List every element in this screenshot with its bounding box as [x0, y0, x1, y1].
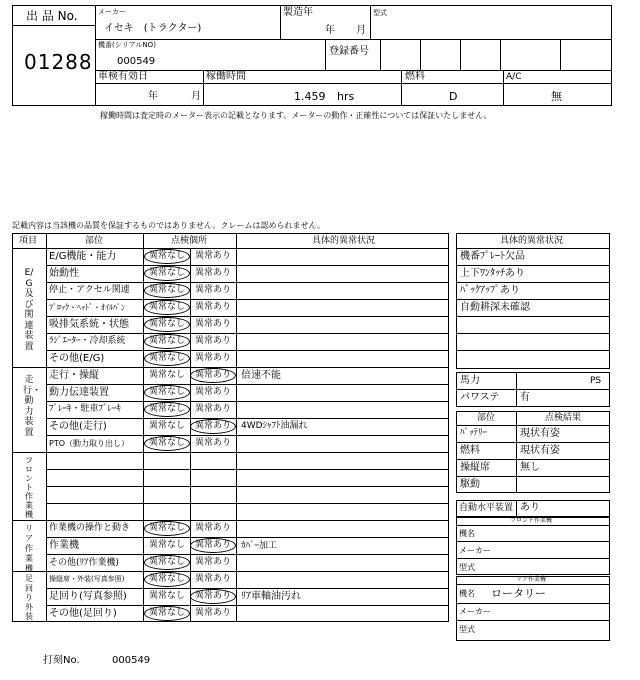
selected-mark [144, 249, 190, 264]
rear-kimei-value: ロータリー [491, 587, 546, 600]
row-part: 停止・アクセル関連 [49, 285, 130, 295]
right-detail-item: ﾊﾞｯｸｱｯﾌﾟあり [460, 285, 520, 296]
check-value: 無し [520, 462, 540, 473]
right-detail-header: 具体的異常状況 [500, 236, 564, 246]
status-some: 異常あり [195, 268, 232, 278]
row-part: その他(ﾘｱ作業機) [49, 558, 120, 568]
row-part: 操縦席・外装(写真参照) [49, 575, 125, 583]
row-part: 足回り(写真参照) [49, 591, 127, 602]
dakoku-value: 000549 [112, 655, 151, 666]
selected-mark [144, 334, 190, 349]
rear-kimei-label: 機名 [459, 589, 475, 598]
row-part: 動力伝達装置 [49, 387, 109, 398]
row-part: ﾌﾞﾛｯｸ・ﾍｯﾄﾞ・ｵｲﾙﾊﾟﾝ [49, 303, 125, 312]
status-none: 異常なし [149, 557, 186, 567]
row-detail: ｶﾊﾞｰ加工 [241, 541, 278, 551]
header-part: 部位 [85, 236, 104, 246]
rear-maker-label: メーカー [459, 607, 491, 616]
header-check: 点検個所 [171, 236, 208, 246]
ac-label: A/C [506, 72, 522, 82]
row-part: ﾗｼﾞｴｰﾀｰ・冷却系統 [49, 336, 126, 346]
group-rear: リア作業機 [25, 524, 33, 573]
status-none: 異常なし [149, 251, 186, 261]
group-eg: E/G及び関連装置 [24, 268, 34, 352]
group-foot: 足回り外装 [25, 574, 33, 621]
status-none: 異常なし [149, 387, 186, 397]
status-some: 異常あり [195, 404, 232, 414]
row-part: その他(E/G) [49, 353, 105, 364]
maker-label: メーカー [98, 8, 126, 16]
selected-mark [190, 589, 236, 604]
seizonen-label: 製造年 [283, 7, 313, 18]
status-some: 異常あり [195, 540, 232, 550]
selected-mark [190, 368, 236, 383]
jidosuihei-value: あり [520, 502, 540, 513]
row-part: PTO（動力取り出し） [49, 439, 130, 448]
row-part: E/G機能・能力 [49, 251, 117, 262]
status-some: 異常あり [195, 302, 232, 312]
pawasute-label: パワステ [460, 392, 500, 403]
selected-mark [190, 419, 236, 434]
status-none: 異常なし [149, 438, 186, 448]
status-some: 異常あり [195, 574, 232, 584]
selected-mark [144, 317, 190, 332]
fuel-value: D [449, 90, 458, 103]
status-some: 異常あり [195, 438, 232, 448]
selected-mark [144, 385, 190, 400]
front-machine-title: フロント作業機 [510, 517, 553, 524]
row-part: 吸排気系統・状態 [49, 319, 129, 330]
check-label: 燃料 [460, 445, 480, 456]
status-some: 異常あり [195, 591, 232, 601]
shaken-tsuki: 月 [191, 91, 201, 102]
fuel-label: 燃料 [405, 71, 425, 82]
status-some: 異常あり [195, 319, 232, 329]
row-part: その他(走行) [49, 421, 107, 432]
hours-value: 1.459 [294, 90, 326, 103]
status-none: 異常なし [149, 285, 186, 295]
row-part: 始動性 [49, 268, 79, 279]
shuppin-no-label: 出 品 No. [26, 9, 78, 23]
status-some: 異常あり [195, 557, 232, 567]
ac-value: 無 [551, 90, 562, 103]
status-none: 異常なし [149, 421, 186, 431]
status-none: 異常なし [149, 353, 186, 363]
front-kimei-label: 機名 [459, 529, 475, 538]
group-front: フロント作業機 [25, 456, 33, 519]
row-part: 作業機 [49, 540, 79, 551]
status-none: 異常なし [149, 268, 186, 278]
shuppin-no-value: 01288 [24, 50, 93, 74]
kiban-value: 000549 [117, 56, 156, 67]
selected-mark [144, 266, 190, 281]
row-detail: 倍速不能 [241, 370, 281, 381]
right-detail-item: 機番ﾌﾟﾚｰﾄ欠品 [460, 251, 525, 262]
row-part: その他(足回り) [49, 608, 117, 619]
status-some: 異常あり [195, 336, 232, 346]
kiban-label: 機番(シリアルNO) [98, 41, 156, 49]
pawasute-value: 有 [520, 392, 530, 403]
rear-machine-title: リア作業機 [516, 576, 547, 583]
status-none: 異常なし [149, 370, 186, 380]
selected-mark [144, 521, 190, 536]
status-some: 異常あり [195, 421, 232, 431]
header-detail: 具体的異常状況 [312, 236, 376, 246]
status-some: 異常あり [195, 370, 232, 380]
row-part: 作業機の操作と動き [49, 523, 131, 533]
note-hours: 稼働時間は査定時のメーター表示の記載となります。メーターの動作・正確性については保証いたしません。 [100, 111, 492, 120]
selected-mark [144, 572, 190, 587]
status-some: 異常あり [195, 523, 232, 533]
status-some: 異常あり [195, 387, 232, 397]
bariki-unit: PS [590, 376, 602, 386]
shaken-nen: 年 [148, 91, 158, 102]
selected-mark [144, 300, 190, 315]
status-some: 異常あり [195, 608, 232, 618]
jidosuihei-label: 自動水平装置 [459, 503, 514, 513]
check-label: 駆動 [460, 479, 480, 490]
row-part: 走行・操縦 [49, 370, 99, 381]
group-drive: 走行・動力装置 [23, 375, 42, 438]
bariki-label: 馬力 [460, 375, 480, 386]
status-none: 異常なし [149, 523, 186, 533]
note-quality: 記載内容は当該機の品質を保証するものではありません。クレームは認められません。 [12, 221, 325, 230]
rear-katashiki-label: 型式 [459, 625, 475, 634]
shaken-label: 車検有効日 [98, 71, 148, 82]
front-maker-label: メーカー [459, 546, 491, 555]
row-detail: 4WDｼｬﾌﾄ油漏れ [241, 421, 308, 431]
status-none: 異常なし [149, 591, 186, 601]
status-none: 異常なし [149, 540, 186, 550]
status-none: 異常なし [149, 608, 186, 618]
selected-mark [144, 351, 190, 366]
dakoku-label: 打刻No. [43, 655, 80, 666]
status-none: 異常なし [149, 336, 186, 346]
status-none: 異常なし [149, 302, 186, 312]
toroku-label: 登録番号 [329, 46, 369, 57]
status-none: 異常なし [149, 319, 186, 329]
selected-mark [144, 555, 190, 570]
selected-mark [144, 402, 190, 417]
front-katashiki-label: 型式 [459, 563, 475, 572]
seizonen-nen: 年 [325, 25, 335, 36]
check-value: 現状有姿 [520, 445, 560, 456]
status-none: 異常なし [149, 574, 186, 584]
selected-mark [144, 436, 190, 451]
status-some: 異常あり [195, 285, 232, 295]
check-value: 現状有姿 [520, 428, 560, 439]
model-label: 型式 [373, 9, 387, 17]
selected-mark [144, 283, 190, 298]
selected-mark [190, 538, 236, 553]
row-part: ﾌﾞﾚｰｷ・駐車ﾌﾞﾚｰｷ [49, 404, 122, 414]
hours-unit: hrs [337, 90, 355, 103]
seizonen-tsuki: 月 [356, 25, 366, 36]
status-none: 異常なし [149, 404, 186, 414]
header-item: 項目 [19, 236, 38, 246]
hours-label: 稼働時間 [206, 71, 246, 82]
status-some: 異常あり [195, 353, 232, 363]
selected-mark [144, 606, 190, 621]
status-some: 異常あり [195, 251, 232, 261]
right-detail-item: 自動耕深未確認 [460, 302, 530, 313]
right-detail-item: 上下ﾜﾝﾀｯﾁあり [460, 268, 525, 279]
check-label: 操縦席 [460, 462, 490, 473]
check-label: ﾊﾞｯﾃﾘｰ [460, 428, 488, 438]
check-header-part: 部位 [477, 413, 496, 423]
check-header-result: 点検結果 [545, 413, 582, 423]
row-detail: ﾘｱ車軸油汚れ [241, 591, 301, 602]
maker-value: イセキ (トラクター) [104, 23, 202, 34]
